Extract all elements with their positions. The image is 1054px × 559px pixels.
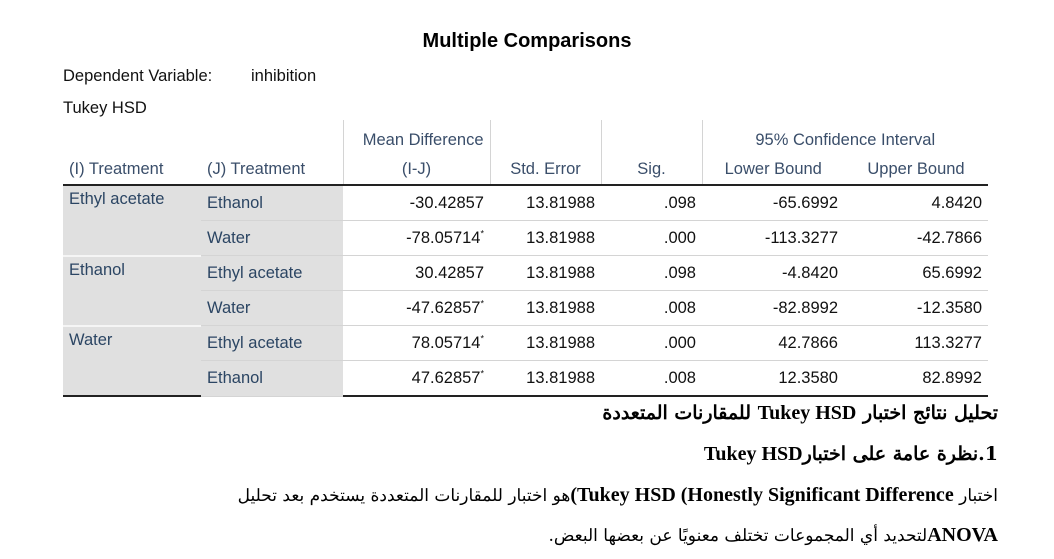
j-treatment-cell: Ethanol — [201, 361, 343, 397]
header-std-error: Std. Error — [490, 160, 601, 185]
sig-cell: .008 — [601, 291, 702, 326]
lower-bound-cell: -82.8992 — [702, 291, 844, 326]
std-error-cell: 13.81988 — [490, 256, 601, 291]
std-error-cell: 13.81988 — [490, 326, 601, 361]
article-paragraph-line-1: اختبار (Tukey HSD (Honestly Significant Differenceهو اختبار للمقارنات المتعددة يستخدم بعد تحليل — [237, 484, 998, 506]
std-error-cell: 13.81988 — [490, 221, 601, 256]
j-treatment-cell: Ethyl acetate — [201, 256, 343, 291]
std-error-cell: 13.81988 — [490, 291, 601, 326]
lower-bound-cell: -4.8420 — [702, 256, 844, 291]
dependent-variable-row — [63, 67, 317, 86]
lower-bound-cell: -65.6992 — [702, 185, 844, 221]
header-upper-bound: Upper Bound — [844, 160, 988, 185]
header-j-treatment: (J) Treatment — [201, 160, 343, 185]
sig-cell: .000 — [601, 326, 702, 361]
header-sig: Sig. — [601, 160, 702, 185]
article-paragraph-line-2: ANOVAلتحديد أي المجموعات تختلف معنويًا عن بعضها البعض. — [548, 524, 998, 546]
upper-bound-cell: 82.8992 — [844, 361, 988, 397]
header-i-treatment: (I) Treatment — [63, 160, 201, 185]
multiple-comparisons-table — [63, 120, 988, 397]
j-treatment-cell: Water — [201, 291, 343, 326]
article-heading: تحليل نتائج اختبار Tukey HSD للمقارنات المتعددة — [602, 402, 998, 424]
std-error-cell: 13.81988 — [490, 185, 601, 221]
std-error-cell: 13.81988 — [490, 361, 601, 397]
table-row — [63, 326, 988, 361]
i-treatment-cell: Water — [63, 326, 201, 397]
lower-bound-cell: -113.3277 — [702, 221, 844, 256]
sig-cell: .008 — [601, 361, 702, 397]
mean-diff-cell: 78.05714* — [343, 326, 490, 361]
dependent-variable-label: Dependent Variable: — [63, 67, 213, 85]
sig-cell: .000 — [601, 221, 702, 256]
i-treatment-cell: Ethanol — [63, 256, 201, 326]
mean-diff-cell: -78.05714* — [343, 221, 490, 256]
table-row — [63, 185, 988, 221]
sig-cell: .098 — [601, 185, 702, 221]
mean-diff-cell: 47.62857* — [343, 361, 490, 397]
i-treatment-cell: Ethyl acetate — [63, 185, 201, 256]
dependent-variable-value: inhibition — [251, 67, 317, 85]
j-treatment-cell: Ethanol — [201, 185, 343, 221]
table-row — [63, 221, 988, 256]
upper-bound-cell: -42.7866 — [844, 221, 988, 256]
table-row — [63, 361, 988, 397]
j-treatment-cell: Ethyl acetate — [201, 326, 343, 361]
upper-bound-cell: -12.3580 — [844, 291, 988, 326]
upper-bound-cell: 113.3277 — [844, 326, 988, 361]
table-row — [63, 256, 988, 291]
header-lower-bound: Lower Bound — [702, 160, 844, 185]
table-row — [63, 291, 988, 326]
lower-bound-cell: 42.7866 — [702, 326, 844, 361]
sig-cell: .098 — [601, 256, 702, 291]
j-treatment-cell: Water — [201, 221, 343, 256]
header-mean-diff-top: Mean Difference — [343, 120, 490, 160]
table-title: Multiple Comparisons — [422, 30, 632, 52]
upper-bound-cell: 65.6992 — [844, 256, 988, 291]
method-label: Tukey HSD — [63, 99, 147, 117]
article-subheading: 1.نظرة عامة على اختبارTukey HSD — [703, 443, 998, 465]
header-ci-group: 95% Confidence Interval — [702, 120, 988, 160]
mean-diff-cell: -47.62857* — [343, 291, 490, 326]
upper-bound-cell: 4.8420 — [844, 185, 988, 221]
mean-diff-cell: 30.42857 — [343, 256, 490, 291]
mean-diff-cell: -30.42857 — [343, 185, 490, 221]
lower-bound-cell: 12.3580 — [702, 361, 844, 397]
header-mean-diff-bottom: (I-J) — [343, 160, 490, 185]
